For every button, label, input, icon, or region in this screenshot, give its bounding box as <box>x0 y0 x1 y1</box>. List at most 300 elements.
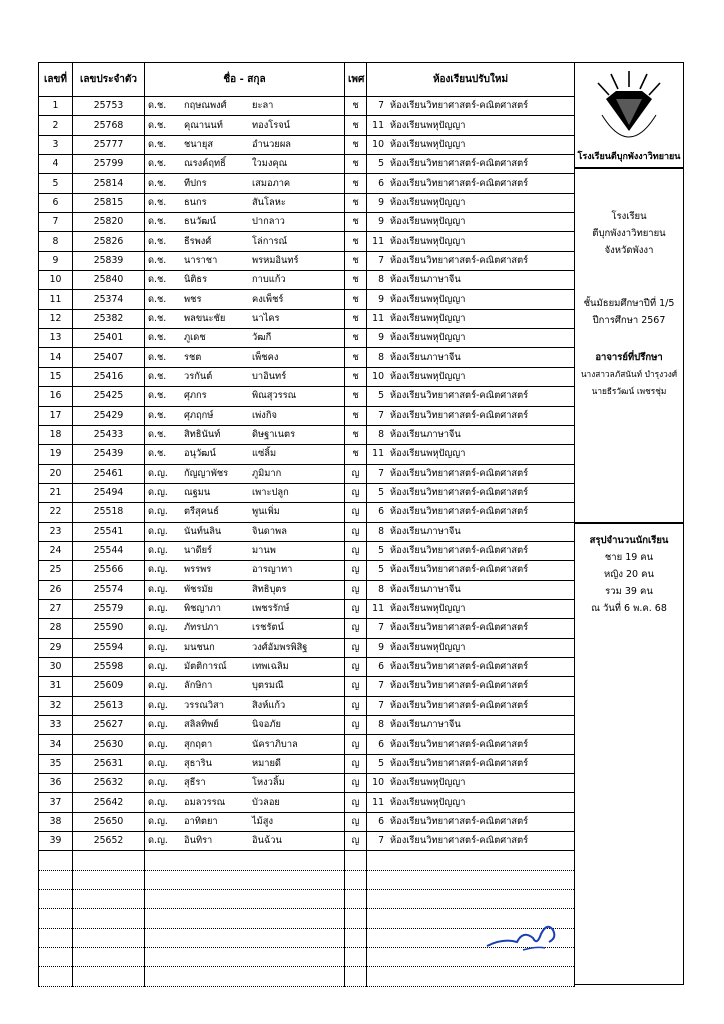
first-name: คุณานนท์ <box>184 119 223 131</box>
advisor-2: นายธีรวัฒน์ เพชรชุ่ม <box>591 386 667 396</box>
student-name <box>145 271 345 290</box>
name-prefix: ด.ช. <box>148 274 167 286</box>
first-name: ลักษิกา <box>184 680 213 692</box>
first-name: สุกฤตา <box>184 738 213 750</box>
student-name <box>145 232 345 251</box>
table-row <box>39 638 575 657</box>
student-sex: ช <box>345 271 367 290</box>
class-level: ชั้นมัธยมศึกษาปีที่ 1/5 <box>583 298 675 309</box>
last-name: พิณสุวรรณ <box>252 390 297 402</box>
room-name: ห้องเรียนวิทยาศาสตร์-คณิตศาสตร์ <box>390 467 529 479</box>
room-name: ห้องเรียนวิทยาศาสตร์-คณิตศาสตร์ <box>390 158 529 170</box>
row-number: 27 <box>39 599 73 618</box>
table-row <box>39 503 575 522</box>
room-name: ห้องเรียนภาษาจีน <box>390 429 461 441</box>
blank-cell <box>345 890 367 909</box>
first-name: นาดียร์ <box>184 545 213 557</box>
last-name: สันโลหะ <box>252 196 286 208</box>
table-row <box>39 657 575 676</box>
student-id: 25839 <box>73 251 145 270</box>
assigned-room <box>367 619 575 638</box>
row-number: 21 <box>39 483 73 502</box>
row-number: 38 <box>39 812 73 831</box>
name-prefix: ด.ช. <box>148 158 167 170</box>
room-number: 8 <box>378 525 384 537</box>
student-name <box>145 657 345 676</box>
student-name <box>145 619 345 638</box>
assigned-room <box>367 348 575 367</box>
assigned-room <box>367 464 575 483</box>
blank-cell <box>73 890 145 909</box>
row-number: 11 <box>39 290 73 309</box>
student-id: 25799 <box>73 155 145 174</box>
assigned-room <box>367 599 575 618</box>
last-name: อารญาทา <box>252 564 293 576</box>
advisor-title: อาจารย์ที่ปรึกษา <box>595 352 663 363</box>
room-number: 7 <box>378 835 384 847</box>
room-name: ห้องเรียนภาษาจีน <box>390 351 461 363</box>
name-prefix: ด.ช. <box>148 138 167 150</box>
student-sex: ญ <box>345 657 367 676</box>
last-name: จินดาพล <box>252 525 287 537</box>
row-number: 12 <box>39 309 73 328</box>
name-prefix: ด.ญ. <box>148 757 168 769</box>
table-row <box>39 677 575 696</box>
name-prefix: ด.ช. <box>148 293 167 305</box>
name-prefix: ด.ช. <box>148 177 167 189</box>
row-number: 10 <box>39 271 73 290</box>
row-number: 35 <box>39 754 73 773</box>
first-name: พัชรมัย <box>184 583 214 595</box>
student-name <box>145 97 345 116</box>
room-name: ห้องเรียนวิทยาศาสตร์-คณิตศาสตร์ <box>390 545 529 557</box>
student-id: 25609 <box>73 677 145 696</box>
assigned-room <box>367 561 575 580</box>
row-number: 32 <box>39 696 73 715</box>
blank-cell <box>73 928 145 947</box>
first-name: ณรงค์ฤทธิ์ <box>184 158 226 170</box>
blank-cell <box>39 909 73 928</box>
blank-cell <box>39 928 73 947</box>
room-number: 11 <box>372 603 384 615</box>
row-number: 39 <box>39 832 73 851</box>
row-number: 34 <box>39 735 73 754</box>
assigned-room <box>367 193 575 212</box>
student-name <box>145 329 345 348</box>
first-name: ชนายุส <box>184 138 214 150</box>
room-name: ห้องเรียนวิทยาศาสตร์-คณิตศาสตร์ <box>390 835 529 847</box>
last-name: แซ่ลิ้ม <box>252 448 277 460</box>
student-sex: ช <box>345 309 367 328</box>
name-prefix: ด.ช. <box>148 390 167 402</box>
table-row <box>39 232 575 251</box>
room-number: 9 <box>378 216 384 228</box>
name-prefix: ด.ญ. <box>148 506 168 518</box>
student-sex: ญ <box>345 812 367 831</box>
student-name <box>145 425 345 444</box>
row-number: 8 <box>39 232 73 251</box>
student-id: 25815 <box>73 193 145 212</box>
name-prefix: ด.ญ. <box>148 719 168 731</box>
blank-cell <box>39 948 73 967</box>
first-name: กัญญาพัชร <box>184 467 229 479</box>
last-name: บาอินทร์ <box>252 370 287 382</box>
student-name <box>145 561 345 580</box>
student-sex: ญ <box>345 522 367 541</box>
room-name: ห้องเรียนวิทยาศาสตร์-คณิตศาสตร์ <box>390 661 529 673</box>
summary-total: รวม 39 คน <box>605 586 653 597</box>
room-number: 7 <box>378 409 384 421</box>
room-name: ห้องเรียนพหุปัญญา <box>390 293 466 305</box>
name-prefix: ด.ญ. <box>148 680 168 692</box>
row-number: 3 <box>39 135 73 154</box>
student-name <box>145 638 345 657</box>
last-name: นาไคร <box>252 312 280 324</box>
assigned-room <box>367 174 575 193</box>
last-name: เพ็ชคง <box>252 351 279 363</box>
name-prefix: ด.ญ. <box>148 835 168 847</box>
student-name <box>145 599 345 618</box>
student-name <box>145 251 345 270</box>
room-name: ห้องเรียนวิทยาศาสตร์-คณิตศาสตร์ <box>390 254 529 266</box>
room-number: 5 <box>378 390 384 402</box>
first-name: กฤษณพงศ์ <box>184 100 227 112</box>
last-name: เพชรรักษ์ <box>252 603 290 615</box>
blank-cell <box>145 870 345 889</box>
table-row <box>39 774 575 793</box>
name-prefix: ด.ญ. <box>148 564 168 576</box>
room-number: 8 <box>378 351 384 363</box>
student-name <box>145 290 345 309</box>
first-name: นันท์นลิน <box>184 525 222 537</box>
blank-cell <box>73 870 145 889</box>
name-prefix: ด.ญ. <box>148 467 168 479</box>
first-name: พรรพร <box>184 564 212 576</box>
blank-cell <box>73 948 145 967</box>
first-name: ศุภฤกษ์ <box>184 409 214 421</box>
assigned-room <box>367 541 575 560</box>
row-number: 2 <box>39 116 73 135</box>
room-number: 6 <box>378 177 384 189</box>
student-name <box>145 116 345 135</box>
student-sex: ญ <box>345 638 367 657</box>
blank-cell <box>73 909 145 928</box>
student-name <box>145 754 345 773</box>
last-name: เรชรัตน์ <box>252 622 284 634</box>
student-sex: ช <box>345 251 367 270</box>
last-name: อินฉ้วน <box>252 835 282 847</box>
school-info-box <box>574 167 684 524</box>
room-number: 7 <box>378 680 384 692</box>
first-name: สลิลทิพย์ <box>184 719 219 731</box>
student-id: 25590 <box>73 619 145 638</box>
table-row <box>39 483 575 502</box>
row-number: 6 <box>39 193 73 212</box>
student-id: 25494 <box>73 483 145 502</box>
room-number: 7 <box>378 254 384 266</box>
blank-cell <box>367 967 575 986</box>
blank-cell <box>145 967 345 986</box>
student-sex: ช <box>345 445 367 464</box>
header-no: เลขที่ <box>39 63 73 97</box>
logo-box <box>574 62 684 169</box>
first-name: ศุภกร <box>184 390 207 402</box>
assigned-room <box>367 774 575 793</box>
student-sex: ช <box>345 193 367 212</box>
student-id: 25650 <box>73 812 145 831</box>
name-prefix: ด.ญ. <box>148 738 168 750</box>
last-name: ภูมิมาก <box>252 467 282 479</box>
blank-cell <box>39 870 73 889</box>
table-row <box>39 754 575 773</box>
student-sex: ญ <box>345 561 367 580</box>
last-name: ใวมงคุณ <box>252 158 288 170</box>
room-name: ห้องเรียนวิทยาศาสตร์-คณิตศาสตร์ <box>390 815 529 827</box>
name-prefix: ด.ช. <box>148 448 167 460</box>
row-number: 24 <box>39 541 73 560</box>
table-row <box>39 425 575 444</box>
table-row <box>39 406 575 425</box>
table-row <box>39 735 575 754</box>
assigned-room <box>367 677 575 696</box>
name-prefix: ด.ช. <box>148 100 167 112</box>
blank-cell <box>39 967 73 986</box>
row-number: 36 <box>39 774 73 793</box>
last-name: เสมอภาค <box>252 177 291 189</box>
student-name <box>145 445 345 464</box>
row-number: 18 <box>39 425 73 444</box>
table-row <box>39 329 575 348</box>
last-name: เพาะปลูก <box>252 487 289 499</box>
student-sex: ญ <box>345 483 367 502</box>
first-name: ตรีสุคนธ์ <box>184 506 219 518</box>
table-row <box>39 213 575 232</box>
row-number: 15 <box>39 367 73 386</box>
name-prefix: ด.ญ. <box>148 777 168 789</box>
room-number: 11 <box>372 119 384 131</box>
student-id: 25768 <box>73 116 145 135</box>
table-row <box>39 445 575 464</box>
name-prefix: ด.ญ. <box>148 622 168 634</box>
student-name <box>145 174 345 193</box>
table-row <box>39 387 575 406</box>
room-number: 6 <box>378 815 384 827</box>
advisor-1: นางสาวลภัสนันท์ บำรุงวงศ์ <box>580 369 678 379</box>
student-sex: ช <box>345 387 367 406</box>
student-name <box>145 193 345 212</box>
student-name <box>145 155 345 174</box>
room-number: 7 <box>378 467 384 479</box>
first-name: สุธีรา <box>184 777 206 789</box>
student-id: 25826 <box>73 232 145 251</box>
room-number: 5 <box>378 158 384 170</box>
room-number: 5 <box>378 564 384 576</box>
row-number: 25 <box>39 561 73 580</box>
blank-row <box>39 967 575 986</box>
student-id: 25579 <box>73 599 145 618</box>
room-name: ห้องเรียนวิทยาศาสตร์-คณิตศาสตร์ <box>390 622 529 634</box>
name-prefix: ด.ช. <box>148 216 167 228</box>
first-name: อนุวัฒน์ <box>184 448 216 460</box>
room-name: ห้องเรียนพหุปัญญา <box>390 312 466 324</box>
student-sex: ช <box>345 155 367 174</box>
student-sex: ช <box>345 329 367 348</box>
school-name: ตีบุกพังงาวิทยายน <box>592 228 666 239</box>
first-name: อาทิตยา <box>184 815 218 827</box>
first-name: ธนวัฒน์ <box>184 216 217 228</box>
room-number: 6 <box>378 661 384 673</box>
last-name: วัฒกี <box>252 332 272 344</box>
table-row <box>39 116 575 135</box>
row-number: 19 <box>39 445 73 464</box>
student-id: 25439 <box>73 445 145 464</box>
blank-cell <box>145 851 345 870</box>
last-name: พรหมอินทร์ <box>252 254 299 266</box>
assigned-room <box>367 309 575 328</box>
student-sex: ช <box>345 135 367 154</box>
student-sex: ญ <box>345 599 367 618</box>
blank-cell <box>367 851 575 870</box>
first-name: มัตติการณ์ <box>184 661 227 673</box>
student-id: 25541 <box>73 522 145 541</box>
last-name: บัวลอย <box>252 796 280 808</box>
first-name: อินทิรา <box>184 835 213 847</box>
assigned-room <box>367 696 575 715</box>
student-sex: ช <box>345 348 367 367</box>
student-sex: ช <box>345 116 367 135</box>
blank-cell <box>367 890 575 909</box>
name-prefix: ด.ญ. <box>148 699 168 711</box>
row-number: 9 <box>39 251 73 270</box>
name-prefix: ด.ญ. <box>148 815 168 827</box>
student-id: 25632 <box>73 774 145 793</box>
assigned-room <box>367 483 575 502</box>
student-sex: ญ <box>345 503 367 522</box>
name-prefix: ด.ช. <box>148 429 167 441</box>
assigned-room <box>367 716 575 735</box>
last-name: บุตรมณี <box>252 680 284 692</box>
student-id: 25544 <box>73 541 145 560</box>
room-name: ห้องเรียนพหุปัญญา <box>390 138 466 150</box>
room-number: 7 <box>378 100 384 112</box>
row-number: 17 <box>39 406 73 425</box>
student-id: 25598 <box>73 657 145 676</box>
room-number: 10 <box>372 370 384 382</box>
student-name <box>145 832 345 851</box>
student-name <box>145 503 345 522</box>
table-row <box>39 599 575 618</box>
last-name: สิทธิบุตร <box>252 583 287 595</box>
room-name: ห้องเรียนภาษาจีน <box>390 525 461 537</box>
assigned-room <box>367 580 575 599</box>
student-sex: ช <box>345 290 367 309</box>
table-row <box>39 793 575 812</box>
academic-year: ปีการศึกษา 2567 <box>592 315 666 326</box>
name-prefix: ด.ญ. <box>148 487 168 499</box>
student-sex: ญ <box>345 774 367 793</box>
room-name: ห้องเรียนพหุปัญญา <box>390 370 466 382</box>
room-number: 6 <box>378 506 384 518</box>
last-name: อำนวยผล <box>252 138 291 150</box>
blank-row <box>39 851 575 870</box>
room-name: ห้องเรียนภาษาจีน <box>390 274 461 286</box>
assigned-room <box>367 445 575 464</box>
assigned-room <box>367 735 575 754</box>
student-name <box>145 812 345 831</box>
summary-female: หญิง 20 คน <box>604 569 654 580</box>
signature-icon <box>483 916 563 956</box>
student-name <box>145 309 345 328</box>
blank-cell <box>73 967 145 986</box>
last-name: นัคราภิบาล <box>252 738 298 750</box>
name-prefix: ด.ช. <box>148 254 167 266</box>
first-name: รชต <box>184 351 202 363</box>
student-sex: ญ <box>345 619 367 638</box>
room-number: 9 <box>378 641 384 653</box>
name-prefix: ด.ญ. <box>148 796 168 808</box>
last-name: พูนเพิ่ม <box>252 506 280 518</box>
first-name: สุธาริน <box>184 757 212 769</box>
room-number: 7 <box>378 699 384 711</box>
student-name <box>145 580 345 599</box>
table-row <box>39 367 575 386</box>
room-number: 5 <box>378 545 384 557</box>
diamond-crest-icon <box>594 69 664 159</box>
assigned-room <box>367 367 575 386</box>
table-row <box>39 580 575 599</box>
student-sex: ช <box>345 97 367 116</box>
student-id: 25574 <box>73 580 145 599</box>
room-name: ห้องเรียนวิทยาศาสตร์-คณิตศาสตร์ <box>390 487 529 499</box>
student-id: 25374 <box>73 290 145 309</box>
blank-cell <box>145 890 345 909</box>
last-name: เพ่งกิจ <box>252 409 277 421</box>
last-name: สิงห์แก้ว <box>252 699 286 711</box>
assigned-room <box>367 832 575 851</box>
room-name: ห้องเรียนวิทยาศาสตร์-คณิตศาสตร์ <box>390 757 529 769</box>
name-prefix: ด.ช. <box>148 332 167 344</box>
header-id: เลขประจำตัว <box>73 63 145 97</box>
blank-cell <box>345 909 367 928</box>
assigned-room <box>367 638 575 657</box>
table-row <box>39 541 575 560</box>
first-name: วรรณวิสา <box>184 699 224 711</box>
student-sex: ญ <box>345 696 367 715</box>
row-number: 28 <box>39 619 73 638</box>
last-name: กาบแก้ว <box>252 274 286 286</box>
first-name: นาราชา <box>184 254 218 266</box>
last-name: ทองโรจน์ <box>252 119 291 131</box>
assigned-room <box>367 406 575 425</box>
last-name: โหงวลิ้ม <box>252 777 285 789</box>
last-name: ยะลา <box>252 100 274 112</box>
room-number: 7 <box>378 622 384 634</box>
row-number: 7 <box>39 213 73 232</box>
row-number: 4 <box>39 155 73 174</box>
student-sex: ญ <box>345 716 367 735</box>
table-row <box>39 348 575 367</box>
student-sex: ช <box>345 367 367 386</box>
student-sex: ญ <box>345 832 367 851</box>
last-name: หมายดี <box>252 757 281 769</box>
assigned-room <box>367 387 575 406</box>
room-name: ห้องเรียนพหุปัญญา <box>390 796 466 808</box>
student-sex: ช <box>345 232 367 251</box>
student-name <box>145 696 345 715</box>
student-sex: ญ <box>345 464 367 483</box>
student-id: 25461 <box>73 464 145 483</box>
first-name: อมลวรรณ <box>184 796 226 808</box>
